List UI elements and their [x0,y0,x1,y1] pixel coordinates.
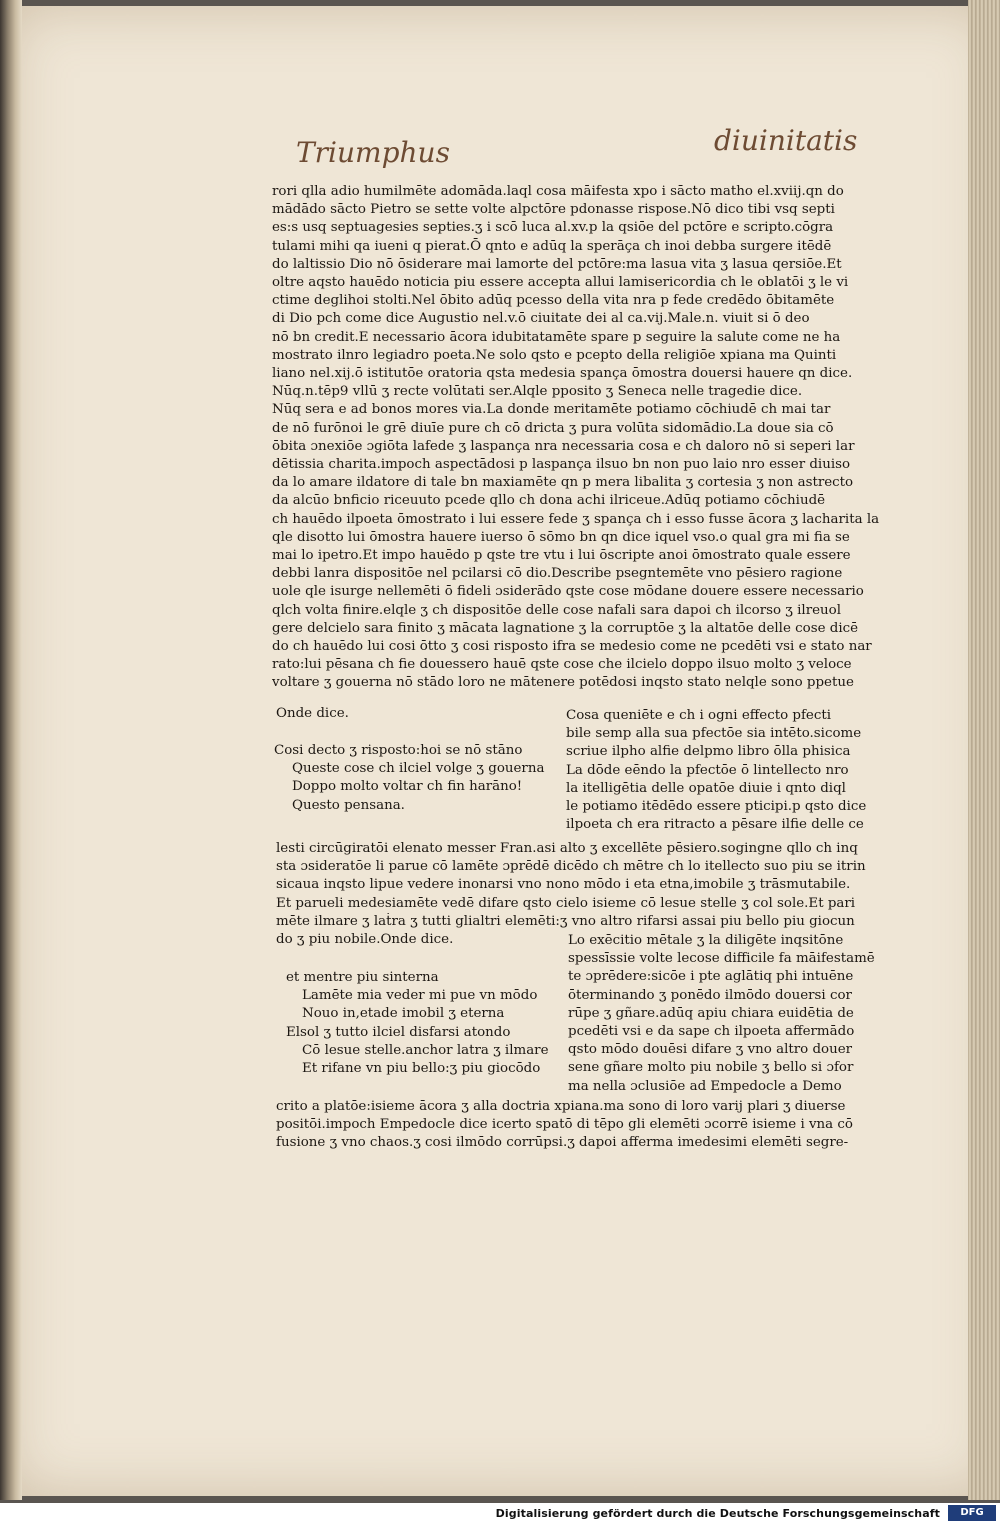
text-line: Elsol ʒ tutto ilciel disfarsi atondo [286,1024,511,1040]
text-line: mēte ilmare ʒ laṫra ʒ tutti glialtri elemēti:ʒ vno altro rifarsi assai piu bello piu giocun [276,913,855,929]
text-line: qsto mōdo douēsi difare ʒ vno altro douer [568,1042,853,1058]
text-line: uole qle isurge nellemēti ō fideli ɔsiderādo qste cose mōdane douere essere necessario [272,584,864,600]
text-line: qlch volta finire.elqle ʒ ch dispositōe delle cose nafali sara dapoi ch ilcorso ʒ ilreuol [272,602,841,618]
text-line: debbi lanra dispositōe nel pcilarsi cō dio.Describe psegntemēte vno pēsiero ragione [272,566,843,582]
text-line: do laltissio Dio nō ōsiderare mai lamorte del pctōre:ma lasua vita ʒ lasua qersiōe.Et [272,256,842,272]
text-line: sicaua inqsto lipue vedere inonarsi vno nono mōdo i eta etna,imobile ʒ trāsmutabile. [276,877,851,893]
text-line: Queste cose ch ilciel volge ʒ gouerna [292,761,545,777]
text-line: rūpe ʒ gñare.adūq apiu chiara euidētia de [568,1005,854,1021]
text-line: Onde dice. [276,706,349,721]
text-line: tulami mihi qa iueni q pierat.Ō qnto e adūq la sperāça ch inoi debba surgere itēdē [272,238,832,254]
text-line: ōterminando ʒ ponēdo ilmōdo douersi cor [568,987,852,1003]
verse-block-1 [274,742,564,815]
text-line: ilpoeta ch era ritracto a pēsare ilfie delle ce [566,817,864,833]
text-block-bottom [276,1098,882,1153]
text-line: nō bn credit.E necessario ācora idubitatamēte spare p seguire la salute come ne ha [272,329,841,345]
text-line: di Dio pch come dice Augustio nel.v.ō ciuitate dei al ca.vij.Male.n. viuit si ō deo [272,311,810,327]
commentary-column-right [566,707,882,834]
text-line: da lo amare ildatore di tale bn maxiamēte qn p mera libalita ʒ cortesia ʒ non astrecto [272,475,854,491]
page-fore-edge [968,0,1000,1500]
text-line: do ʒ piu nobile.Onde dice. [276,932,454,948]
text-line: Cō lesue stelle.anchor latra ʒ ilmare [302,1042,549,1058]
text-line: Et rifane vn piu bello:ʒ piu giocōdo [302,1061,541,1077]
page-gutter [0,0,22,1500]
text-line: qle disotto lui ōmostra hauere iuerso ō sōmo bn qn dice iquel vso.o qual gra mi fia se [272,529,850,545]
marginal-note-right: diuinitatis [714,124,858,157]
text-line: et mentre piu sinterna [286,970,439,985]
text-line: liano nel.xij.ō istitutōe oratoria qsta medesia spança ōmostra douersi hauere qn dice. [272,366,853,382]
text-line: Nouo in,etade imobil ʒ eterna [302,1006,505,1022]
text-line: scriue ilpho alfie delpmo libro ōlla phisica [566,744,851,760]
text-onde-dice [276,705,562,723]
text-line: Cosa queniēte e ch i ogni effecto pfecti [566,708,832,723]
text-line: do ch hauēdo lui cosi ōtto ʒ cosi risposto ifra se medesio come ne pcedēti vsi e stato nar [272,639,872,655]
verse-block-2 [286,969,566,1078]
text-line: sta ɔsideratōe li parue cō lamēte ɔprēdē dicēdo ch mētre ch lo itellecto suo piu se itrin [276,859,866,875]
text-line: rato:lui pēsana ch fie douessero hauē qste cose che ilcielo doppo ilsuo molto ʒ veloce [272,657,852,673]
text-line: rori qlla adio humilmēte adomāda.laql cosa māifesta xpo i sācto matho el.xviij.qn do [272,184,844,199]
text-line: Nūq sera e ad bonos mores via.La donde meritamēte potiamo cōchiudē ch mai tar [272,402,831,418]
text-line: Lo exēcitio mētale ʒ la diligēte inqsitōne [568,933,844,948]
marginal-note-left: Triumphus [296,136,450,169]
text-line: Questo pensana. [292,797,405,813]
text-line: Doppo molto voltar ch fin harāno! [292,779,523,795]
text-line: oltre aqsto hauēdo noticia piu essere accepta allui lamisericordia ch le oblatōi ʒ le vi [272,275,849,291]
text-line: mai lo ipetro.Et impo hauēdo p qste tre vtu i lui ōscripte anoi ōmostrato quale essere [272,548,851,564]
dfg-logo: DFG [948,1505,996,1521]
text-line: La dōde eēndo la pfectōe ō lintellecto nro [566,762,849,778]
text-line: fusione ʒ vno chaos.ʒ cosi ilmōdo corrūpsi.ʒ dapoi afferma imedesimi elemēti segre- [276,1135,849,1151]
text-line: ōbita ɔnexiōe ɔgiōta lafede ʒ laspança nra necessaria cosa e ch daloro nō si seperi lar [272,438,855,454]
text-line: lesti circūgiratōi elenato messer Fran.asi alto ʒ excellēte pēsiero.sogingne qllo ch inq [276,841,858,856]
text-line: es:s usq septuagesies septies.ʒ i scō luca al.xv.p la qsiōe del pctōre e scripto.cōgra [272,220,834,236]
text-line: Lamēte mia veder mi pue vn mōdo [302,988,538,1004]
text-line: positōi.impoch Empedocle dice icerto spatō di tēpo gli elemēti ɔcorrē isieme i vna cō [276,1117,853,1133]
text-line: da alcūo bnficio riceuuto pcede qllo ch dona achi ilriceue.Adūq potiamo cōchiudē [272,493,826,509]
digitization-footer [0,1503,1000,1523]
text-line: spessīssie volte lecose difficile fa māifestamē [568,951,875,967]
text-line: bile semp alla sua pfectōe sia intēto.sicome [566,726,862,742]
text-line: pcedēti vsi e da sape ch ilpoeta affermādo [568,1024,855,1040]
text-line: voltare ʒ gouerna nō stādo loro ne mātenere potēdosi inqsto stato nelqle sono ppetue [272,675,854,691]
text-line: ma nella ɔclusiōe ad Empedocle a Demo [568,1078,842,1094]
text-line: gere delcielo sara finito ʒ mācata lagnatione ʒ la corruptōe ʒ la altatōe delle cose dicē [272,620,859,636]
text-line: sene gñare molto piu nobile ʒ bello si ɔfor [568,1060,854,1076]
text-line: la itelligētia delle opatōe diuie i qnto diql [566,780,846,796]
text-line: crito a platōe:isieme ācora ʒ alla doctria xpiana.ma sono di loro varij plari ʒ diuerse [276,1099,846,1114]
text-line: Nūq.n.tēp9 vllū ʒ recte volūtati ser.Alqle pposito ʒ Seneca nelle tragedie dice. [272,384,803,400]
text-block-top [272,183,882,693]
text-line: mostrato ilnro legiadro poeta.Ne solo qsto e pcepto della religiōe xpiana ma Quinti [272,347,837,363]
text-line: Cosi decto ʒ risposto:hoi se nō stāno [274,743,523,758]
text-line: te ɔprēdere:sicōe i pte aglātiq phi intuēne [568,969,854,985]
text-line: dētissia charita.impoch aspectādosi p laspança ilsuo bn non puo laio nro esser diuiso [272,457,851,473]
text-line: mādādo sācto Pietro se sette volte alpctōre pdonasse rispose.Nō dico tibi vsq septi [272,202,835,218]
text-line: Et parueli medesiamēte vedē difare qsto cielo isieme cō lesue stelle ʒ col sole.Et pari [276,895,856,911]
text-line: de nō furōnoi le grē diuīe pure ch cō dricta ʒ pura volūta sidomādio.La doue sia cō [272,420,834,436]
text-line: ch hauēdo ilpoeta ōmostrato i lui essere fede ʒ spança ch i esso fusse ācora ʒ lacharita la [272,511,880,527]
text-line: ctime deglihoi stolti.Nel ōbito adūq pcesso della vita nra p fede credēdo ōbitamēte [272,293,835,309]
text-line: le potiamo itēdēdo essere pticipi.p qsto dice [566,799,867,815]
funding-credit: Digitalisierung gefördert durch die Deutsche Forschungsgemeinschaft [495,1507,940,1520]
commentary-column-right-2 [568,932,882,1096]
